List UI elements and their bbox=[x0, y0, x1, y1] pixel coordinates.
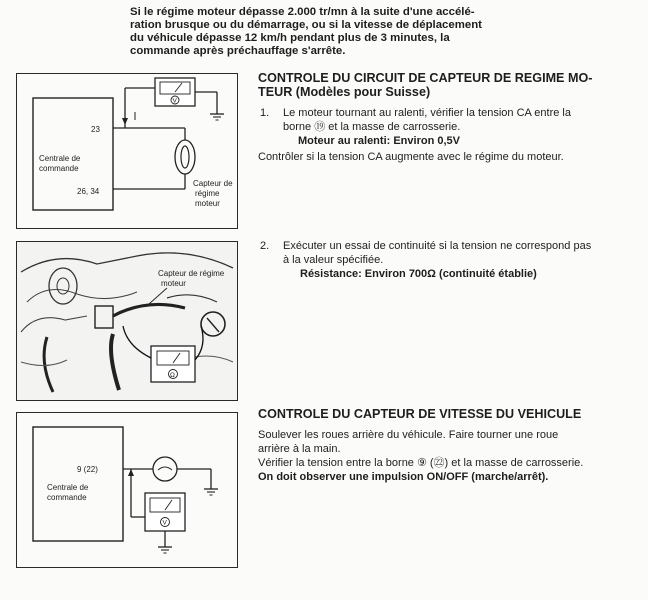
step1-note: Contrôler si la tension CA augmente avec le régime du moteur. bbox=[258, 151, 564, 163]
step1-spec: Moteur au ralenti: Environ 0,5V bbox=[298, 135, 460, 147]
diagram-engine-compartment bbox=[16, 241, 238, 401]
control-unit-label-4: commande bbox=[47, 493, 87, 502]
intro-paragraph: Si le régime moteur dépasse 2.000 tr/mn à la suite d'une accélé- ration brusque ou du démarrage, ou si la vitesse de déplacement du véhicule dépasse 12 km/h pendant plus de 3 minutes, la commande après préchauffage s'arrête. bbox=[130, 6, 482, 57]
circuit-diagram-3 bbox=[17, 413, 237, 567]
control-unit-label-2: commande bbox=[39, 164, 79, 173]
control-unit-label-3: Centrale de bbox=[47, 483, 89, 492]
step2-number: 2. bbox=[260, 240, 270, 252]
step1-number: 1. bbox=[260, 107, 270, 119]
section2-title: CONTROLE DU CAPTEUR DE VITESSE DU VEHICULE bbox=[258, 407, 582, 421]
control-unit-label-1: Centrale de bbox=[39, 154, 81, 163]
sensor-label-3: moteur bbox=[195, 199, 220, 208]
section1-title-line1: CONTROLE DU CIRCUIT DE CAPTEUR DE REGIME MO- bbox=[258, 71, 593, 85]
diagram-vehicle-speed-sensor-circuit bbox=[16, 412, 238, 568]
sensor-label-2: régime bbox=[195, 189, 220, 198]
section2-line3: Vérifier la tension entre la borne ⑨ (㉒) et la masse de carrosserie. bbox=[258, 457, 584, 469]
probe-tip-icon-2 bbox=[128, 469, 134, 476]
section2-line2: arrière à la main. bbox=[258, 443, 341, 455]
step1-line1: Le moteur tournant au ralenti, vérifier la tension CA entre la bbox=[283, 107, 571, 119]
terminal-23-label: 23 bbox=[91, 125, 100, 134]
voltmeter-symbol: V bbox=[172, 97, 177, 105]
step2-line1: Exécuter un essai de continuité si la tension ne correspond pas bbox=[283, 240, 592, 252]
speed-sensor-icon bbox=[153, 457, 177, 481]
engine-sensor-label-1: Capteur de régime bbox=[158, 269, 225, 278]
voltmeter-symbol-2: V bbox=[162, 519, 167, 527]
sensor-label-1: Capteur de bbox=[193, 179, 233, 188]
step1-line2: borne ⑲ et la masse de carrosserie. bbox=[283, 121, 461, 133]
section2-line1: Soulever les roues arrière du véhicule. Faire tourner une roue bbox=[258, 429, 559, 441]
section2-line4: On doit observer une impulsion ON/OFF (marche/arrêt). bbox=[258, 471, 549, 483]
sensor-coil-outer bbox=[175, 140, 195, 174]
probe-tip-icon bbox=[122, 118, 128, 125]
engine-illustration bbox=[17, 242, 237, 400]
terminal-9-22-label: 9 (22) bbox=[77, 465, 98, 474]
diagram-engine-speed-sensor-circuit bbox=[16, 73, 238, 229]
step2-line2: à la valeur spécifiée. bbox=[283, 254, 384, 266]
ohmmeter-symbol: Ω bbox=[170, 372, 175, 379]
terminal-26-34-label: 26, 34 bbox=[77, 187, 100, 196]
section1-title-line2: TEUR (Modèles pour Suisse) bbox=[258, 85, 431, 99]
step2-spec: Résistance: Environ 700Ω (continuité établie) bbox=[300, 268, 537, 280]
circuit-diagram-1 bbox=[17, 74, 237, 228]
engine-sensor-label-2: moteur bbox=[161, 279, 186, 288]
sensor-coil-inner bbox=[181, 146, 189, 168]
